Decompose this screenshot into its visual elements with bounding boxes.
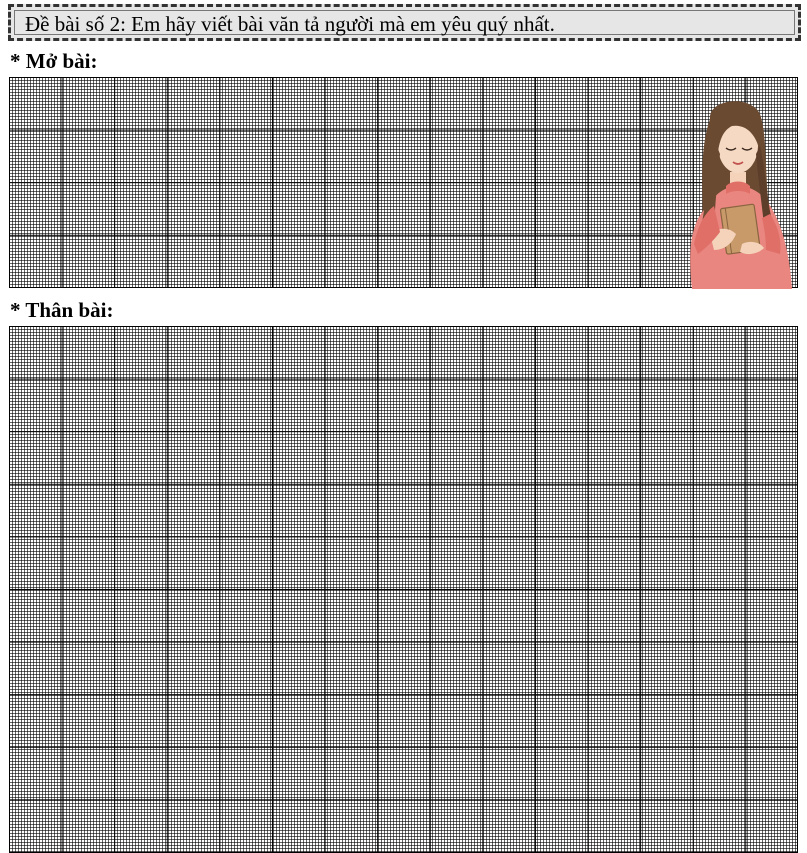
section-heading-than-bai: * Thân bài: — [10, 298, 114, 322]
teacher-illustration — [680, 94, 798, 289]
prompt-text: Đề bài số 2: Em hãy viết bài văn tả người mà em yêu quý nhất. — [25, 12, 555, 36]
writing-grid-than-bai — [9, 326, 798, 853]
prompt-box — [8, 4, 801, 41]
section-heading-mo-bai: * Mở bài: — [10, 49, 98, 73]
